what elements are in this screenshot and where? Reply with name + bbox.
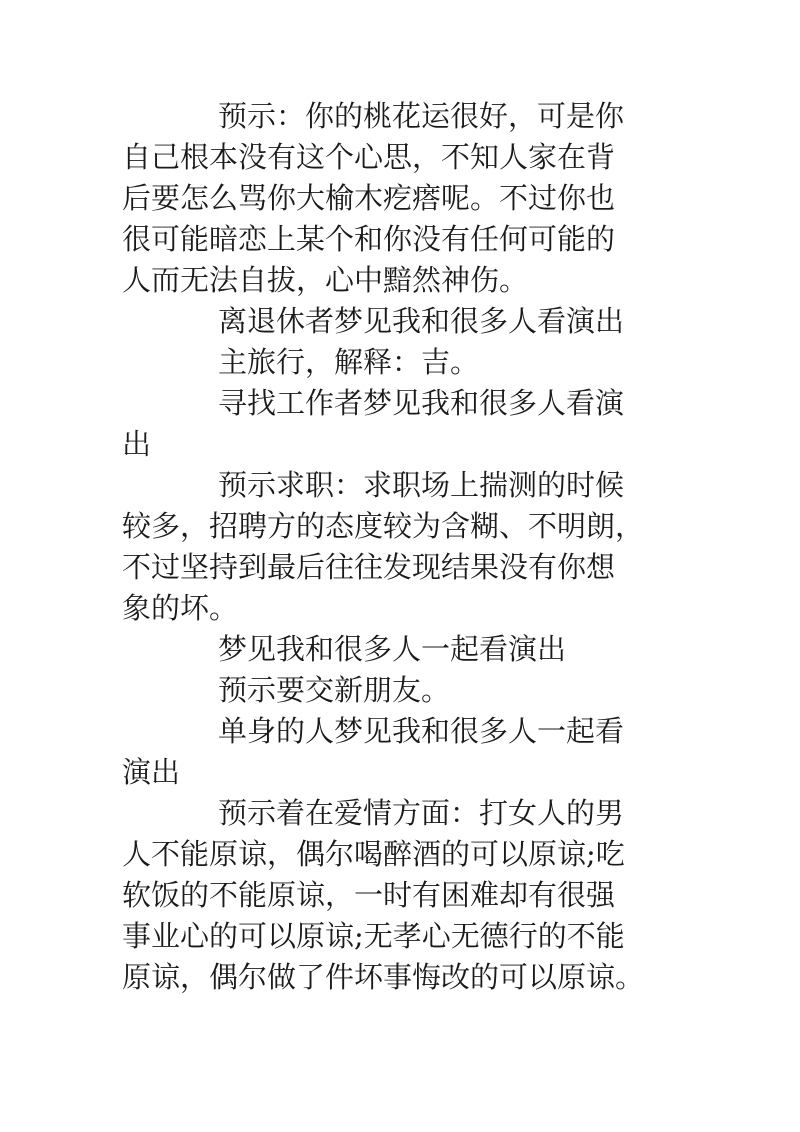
paragraph-line: 单身的人梦见我和很多人一起看 xyxy=(218,714,625,748)
paragraph-line: 象的坏。 xyxy=(122,591,239,625)
paragraph-line: 很可能暗恋上某个和你没有任何可能的 xyxy=(122,222,616,256)
paragraph-line: 离退休者梦见我和很多人看演出 xyxy=(218,304,625,338)
paragraph-line: 预示着在爱情方面：打女人的男 xyxy=(218,796,625,830)
paragraph-line: 原谅，偶尔做了件坏事悔改的可以原谅。 xyxy=(122,960,645,994)
paragraph-line: 梦见我和很多人一起看演出 xyxy=(218,632,567,666)
paragraph-line: 出 xyxy=(122,427,152,461)
paragraph-line: 预示：你的桃花运很好，可是你 xyxy=(218,99,625,133)
paragraph-line: 不过坚持到最后往往发现结果没有你想 xyxy=(122,550,616,584)
paragraph-line: 主旅行，解释：吉。 xyxy=(218,345,480,379)
paragraph-line: 软饭的不能原谅，一时有困难却有很强 xyxy=(122,878,616,912)
paragraph-line: 人不能原谅，偶尔喝醉酒的可以原谅;吃 xyxy=(122,837,625,871)
paragraph-line: 事业心的可以原谅;无孝心无德行的不能 xyxy=(122,919,625,953)
paragraph-line: 自己根本没有这个心思，不知人家在背 xyxy=(122,140,616,174)
paragraph-line: 较多，招聘方的态度较为含糊、不明朗， xyxy=(122,509,645,543)
paragraph-line: 预示要交新朋友。 xyxy=(218,673,451,707)
paragraph-line: 预示求职：求职场上揣测的时候 xyxy=(218,468,625,502)
paragraph-line: 寻找工作者梦见我和很多人看演 xyxy=(218,386,625,420)
paragraph-line: 演出 xyxy=(122,755,181,789)
paragraph-line: 人而无法自拔，心中黯然神伤。 xyxy=(122,263,529,297)
paragraph-line: 后要怎么骂你大榆木疙瘩呢。不过你也 xyxy=(122,181,616,215)
body-text xyxy=(122,96,694,998)
